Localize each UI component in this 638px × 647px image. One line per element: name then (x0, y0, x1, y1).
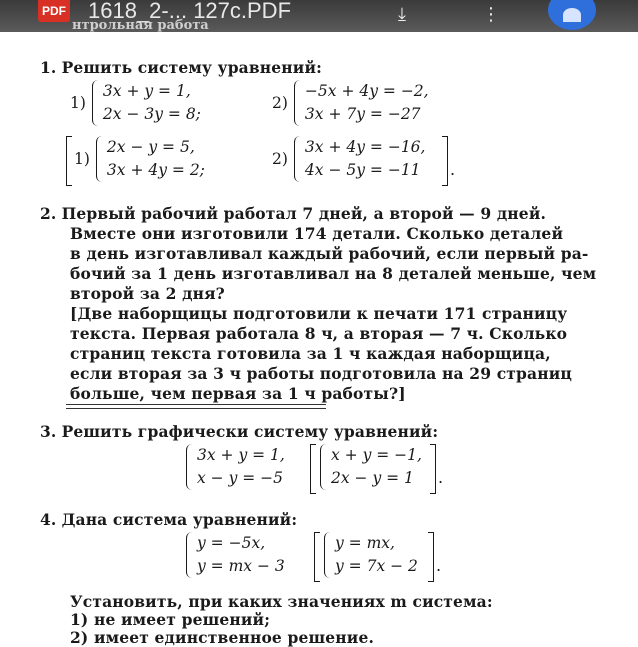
task-alt-text: если вторая за 3 ч работы подготовила на 29 страниц (70, 364, 572, 383)
right-bracket-icon (428, 532, 434, 582)
system-label: 1) (74, 150, 90, 168)
task-title: Решить графически систему уравнений: (61, 422, 439, 441)
equation: x − y = −5 (197, 469, 284, 487)
system-1-1 (70, 80, 201, 126)
task-alt-text: [Две наборщицы подготовили к печати 171 страницу (70, 304, 568, 323)
document-page (0, 32, 638, 647)
task-text: бочий за 1 день изготавливал на 8 деталей меньше, чем (70, 264, 597, 283)
file-name: 1618_2-... 127c.PDF (88, 0, 292, 23)
task-question: Установить, при каких значениях m система: (70, 592, 493, 611)
system-4-1 (186, 532, 285, 578)
end-dot: . (436, 556, 442, 575)
avatar[interactable] (548, 0, 596, 30)
task-number: 1. (40, 58, 57, 77)
section-divider (66, 408, 326, 409)
kebab-menu-icon[interactable]: ⋮ (482, 4, 500, 25)
system-3-2 (320, 444, 422, 490)
download-icon[interactable]: ⤓ (398, 4, 406, 25)
task-alt-text: текста. Первая работала 8 ч, а вторая — 7 ч. Сколько (70, 324, 568, 343)
system-1-3 (74, 136, 205, 182)
pdf-file-icon: PDF (38, 0, 70, 22)
equation: 3x + 7y = −27 (304, 105, 421, 123)
equation: 3x + y = 1, (102, 82, 191, 100)
task-2-line (40, 204, 546, 224)
equation: y = −5x, (197, 534, 266, 552)
equation: 4x − 5y = −11 (304, 161, 421, 179)
equation: 2x − y = 5, (106, 138, 195, 156)
system-1-2 (272, 80, 429, 126)
task-title: Дана система уравнений: (61, 510, 298, 529)
brace-icon (186, 444, 194, 490)
task-text: Первый рабочий работал 7 дней, а второй — 9 дней. (61, 204, 547, 223)
left-bracket-icon (66, 136, 72, 186)
pdf-viewer-toolbar (0, 0, 638, 32)
equation: 2x − y = 1 (331, 469, 414, 487)
brace-icon (96, 136, 104, 182)
system-label: 2) (272, 150, 288, 168)
task-number: 4. (40, 510, 57, 529)
task-text: в день изготавливал каждый рабочий, если первый ра- (70, 244, 589, 263)
task-title: Решить систему уравнений: (61, 58, 322, 77)
system-4-2 (324, 532, 418, 578)
task-option: 1) не имеет решений; (70, 610, 271, 629)
task-text: Вместе они изготовили 174 детали. Сколько деталей (70, 224, 564, 243)
system-label: 2) (272, 94, 288, 112)
task-alt-text: страниц текста готовила за 1 ч каждая наборщица, (70, 344, 551, 363)
end-dot: . (438, 468, 444, 487)
task-text: второй за 2 дня? (70, 284, 225, 303)
right-bracket-icon (430, 444, 436, 494)
task-option: 2) имеет единственное решение. (70, 628, 375, 647)
equation: 3x + 4y = 2; (106, 161, 205, 179)
equation: 3x + 4y = −16, (304, 138, 426, 156)
brace-icon (92, 80, 100, 126)
task-number: 2. (40, 204, 57, 223)
equation: 2x − 3y = 8; (102, 105, 201, 123)
brace-icon (294, 80, 302, 126)
task-number: 3. (40, 422, 57, 441)
section-divider (66, 404, 326, 405)
right-bracket-icon (442, 136, 448, 186)
equation: 3x + y = 1, (197, 446, 285, 464)
system-1-4 (272, 136, 425, 182)
task-alt-text: больше, чем первая за 1 ч работы?] (70, 384, 406, 403)
equation: −5x + 4y = −2, (304, 82, 429, 100)
brace-icon (324, 532, 332, 578)
left-bracket-icon (314, 532, 320, 582)
system-3-1 (186, 444, 285, 490)
task-1-heading (40, 58, 322, 78)
task-3-heading (40, 422, 438, 442)
equation: y = mx, (335, 534, 395, 552)
equation: x + y = −1, (331, 446, 422, 464)
equation: y = 7x − 2 (335, 557, 418, 575)
page-header-text: нтрольная работа (72, 18, 209, 32)
brace-icon (186, 532, 194, 578)
system-label: 1) (70, 94, 86, 112)
equation: y = mx − 3 (197, 557, 285, 575)
task-4-heading (40, 510, 297, 530)
brace-icon (294, 136, 302, 182)
brace-icon (320, 444, 328, 490)
left-bracket-icon (310, 444, 316, 494)
end-dot: . (450, 160, 456, 179)
